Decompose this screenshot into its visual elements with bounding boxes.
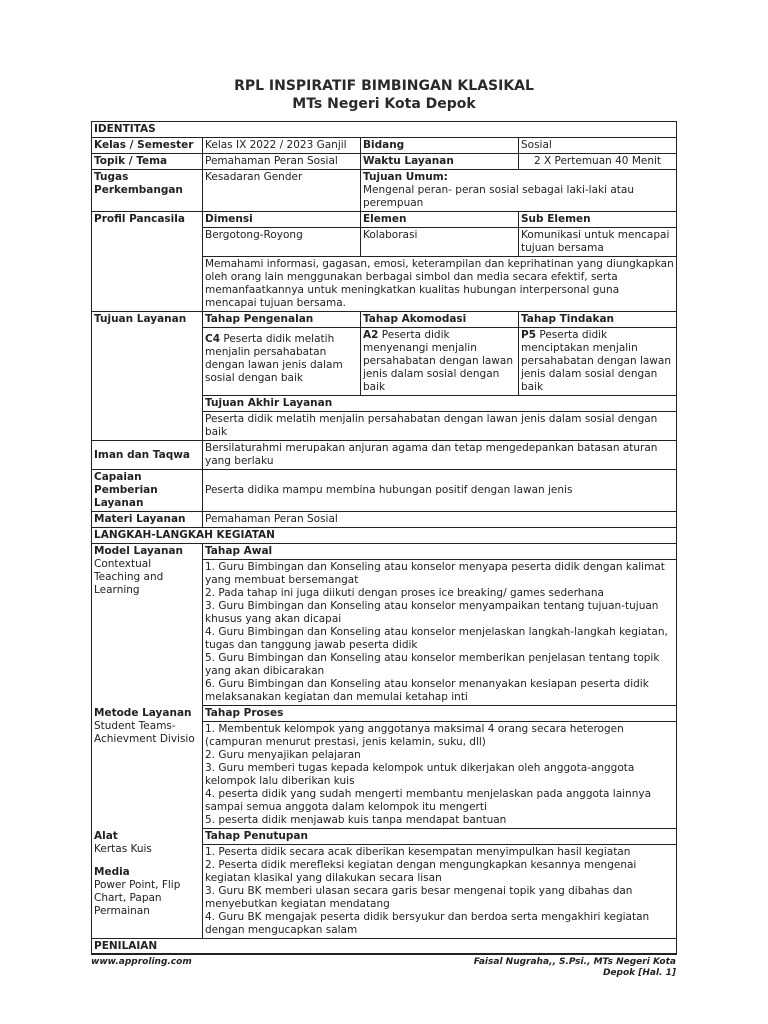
dimensi-label: Dimensi <box>203 212 361 228</box>
topik-row <box>92 154 677 170</box>
tindakan-text: Peserta didik menciptakan menjalin persahabatan dengan lawan jenis dalam sosial dengan baik <box>521 329 671 393</box>
bidang-value: Sosial <box>519 138 677 154</box>
topik-label: Topik / Tema <box>92 154 203 170</box>
identitas-heading: IDENTITAS <box>92 122 677 138</box>
footer-divider <box>91 953 676 954</box>
tujuan-akhir-label: Tujuan Akhir Layanan <box>203 396 677 412</box>
capaian-value: Peserta didika mampu membina hubungan positif dengan lawan jenis <box>203 470 677 512</box>
media-value: Power Point, Flip Chart, Papan Permainan <box>94 878 181 917</box>
sub-elemen-label: Sub Elemen <box>519 212 677 228</box>
awal-list <box>203 560 677 706</box>
tujuan-akhir-text: Peserta didik melatih menjalin persahabatan dengan lawan jenis dalam sosial dengan baik <box>203 412 677 441</box>
model-value: Contextual Teaching and Learning <box>94 558 164 596</box>
penutupan-label: Tahap Penutupan <box>203 829 677 845</box>
alat-label: Alat <box>94 829 118 842</box>
list-item: 4. peserta didik yang sudah mengerti membantu menjelaskan pada anggota lainnya sampai semua anggota dalam kelompok itu mengerti <box>205 788 652 813</box>
document-title: RPL INSPIRATIF BIMBINGAN KLASIKAL <box>234 78 534 94</box>
tindakan-cell <box>519 328 677 396</box>
waktu-value: 2 X Pertemuan 40 Menit <box>519 154 677 170</box>
rpl-table <box>91 121 677 955</box>
identitas-row <box>92 122 677 138</box>
dimensi-value: Bergotong-Royong <box>203 228 361 257</box>
footer-author: Faisal Nugraha,, S.Psi., MTs Negeri Kota Depok [Hal. 1] <box>473 957 676 978</box>
list-item: 2. Peserta didik merefleksi kegiatan dengan mengungkapkan kesannya mengenai kegiatan klasikal yang dilakukan secara lisan <box>205 859 637 884</box>
list-item: 5. Guru Bimbingan dan Konseling atau konselor memberikan penjelasan tentang topik yang akan dibicarakan <box>205 652 660 677</box>
list-item: 1. Guru Bimbingan dan Konseling atau konselor menyapa peserta didik dengan kalimat yang membuat bersemangat <box>205 561 665 586</box>
kelas-label: Kelas / Semester <box>92 138 203 154</box>
penutupan-header-row <box>92 829 677 845</box>
tujuan-header-row <box>92 312 677 328</box>
iman-value: Bersilaturahmi merupakan anjuran agama dan tetap mengedepankan batasan aturan yang berlaku <box>203 441 677 470</box>
materi-label: Materi Layanan <box>92 512 203 528</box>
profil-label: Profil Pancasila <box>92 212 203 312</box>
kelas-row <box>92 138 677 154</box>
media-label: Media <box>94 865 130 878</box>
materi-row <box>92 512 677 528</box>
alat-value: Kertas Kuis <box>94 842 152 855</box>
penutupan-list <box>203 845 677 939</box>
kelas-value: Kelas IX 2022 / 2023 Ganjil <box>203 138 361 154</box>
footer-website: www.approling.com <box>91 957 192 967</box>
proses-label: Tahap Proses <box>203 706 677 722</box>
list-item: 5. peserta didik menjawab kuis tanpa mendapat bantuan <box>205 814 507 826</box>
pengenalan-cell <box>203 328 361 396</box>
capaian-row <box>92 470 677 512</box>
pengenalan-text: Peserta didik melatih menjalin persahabatan dengan lawan jenis dalam sosial dengan baik <box>205 333 343 384</box>
list-item: 3. Guru memberi tugas kepada kelompok untuk dikerjakan oleh anggota-anggota kelompok lalu diberikan kuis <box>205 762 635 787</box>
langkah-heading: LANGKAH-LANGKAH KEGIATAN <box>92 528 677 544</box>
tindakan-label: Tahap Tindakan <box>519 312 677 328</box>
model-label: Model Layanan <box>94 545 183 557</box>
metode-cell <box>92 706 203 829</box>
proses-header-row <box>92 706 677 722</box>
capaian-label: Capaian Pemberian Layanan <box>92 470 203 512</box>
tugas-label: Tugas Perkembangan <box>92 170 203 212</box>
tindakan-code: P5 <box>521 329 537 341</box>
list-item: 6. Guru Bimbingan dan Konseling atau konselor menanyakan kesiapan peserta didik melaksanakan kegiatan dan memulai ketahap inti <box>205 678 649 703</box>
metode-value: Student Teams-Achievment Divisio <box>94 719 195 745</box>
topik-value: Pemahaman Peran Sosial <box>203 154 361 170</box>
tugas-row <box>92 170 677 212</box>
iman-row <box>92 441 677 470</box>
tujuan-umum-cell <box>361 170 677 212</box>
elemen-label: Elemen <box>361 212 519 228</box>
alat-media-cell <box>92 829 203 939</box>
akomodasi-label: Tahap Akomodasi <box>361 312 519 328</box>
iman-label: Iman dan Taqwa <box>92 441 203 470</box>
awal-label: Tahap Awal <box>203 544 677 560</box>
list-item: 3. Guru BK memberi ulasan secara garis besar mengenai topik yang dibahas dan menyebutkan kegiatan mendatang <box>205 885 633 910</box>
profil-header-row <box>92 212 677 228</box>
sub-elemen-value: Komunikasi untuk mencapai tujuan bersama <box>519 228 677 257</box>
akomodasi-code: A2 <box>363 329 379 341</box>
list-item: 2. Guru menyajikan pelajaran <box>205 749 361 761</box>
awal-header-row <box>92 544 677 560</box>
bidang-label: Bidang <box>361 138 519 154</box>
metode-label: Metode Layanan <box>94 706 192 719</box>
model-cell <box>92 544 203 706</box>
langkah-row <box>92 528 677 544</box>
materi-value: Pemahaman Peran Sosial <box>203 512 677 528</box>
pengenalan-code: C4 <box>205 333 221 345</box>
penilaian-heading: PENILAIAN <box>92 939 677 955</box>
akomodasi-text: Peserta didik menyenangi menjalin persahabatan dengan lawan jenis dalam sosial dengan baik <box>363 329 513 393</box>
tujuan-umum-value: Mengenal peran- peran sosial sebagai laki-laki atau perempuan <box>363 184 634 209</box>
akomodasi-cell <box>361 328 519 396</box>
profil-description: Memahami informasi, gagasan, emosi, keterampilan dan keprihatinan yang diungkapkan oleh orang lain menggunakan berbagai simbol dan media secara efektif, serta memanfaatkannya untuk meningkatkan kualitas hubungan interpersonal guna mencapai tujuan bersama. <box>203 257 677 312</box>
list-item: 2. Pada tahap ini juga diikuti dengan proses ice breaking/ games sederhana <box>205 587 604 599</box>
pengenalan-label: Tahap Pengenalan <box>203 312 361 328</box>
waktu-label: Waktu Layanan <box>361 154 519 170</box>
tugas-value: Kesadaran Gender <box>203 170 361 212</box>
elemen-value: Kolaborasi <box>361 228 519 257</box>
document-subtitle: MTs Negeri Kota Depok <box>292 96 476 112</box>
tujuan-label: Tujuan Layanan <box>92 312 203 441</box>
list-item: 4. Guru Bimbingan dan Konseling atau konselor menjelaskan langkah-langkah kegiatan, tugas dan tanggung jawab peserta didik <box>205 626 668 651</box>
list-item: 3. Guru Bimbingan dan Konseling atau konselor menyampaikan tentang tujuan-tujuan khusus yang akan dicapai <box>205 600 659 625</box>
proses-list <box>203 722 677 829</box>
list-item: 4. Guru BK mengajak peserta didik bersyukur dan berdoa serta mengakhiri kegiatan dengan mengucapkan salam <box>205 911 650 936</box>
list-item: 1. Membentuk kelompok yang anggotanya maksimal 4 orang secara heterogen (campuran menurut prestasi, jenis kelamin, suku, dll) <box>205 723 624 748</box>
list-item: 1. Peserta didik secara acak diberikan kesempatan menyimpulkan hasil kegiatan <box>205 846 631 858</box>
tujuan-umum-label: Tujuan Umum: <box>363 171 448 183</box>
